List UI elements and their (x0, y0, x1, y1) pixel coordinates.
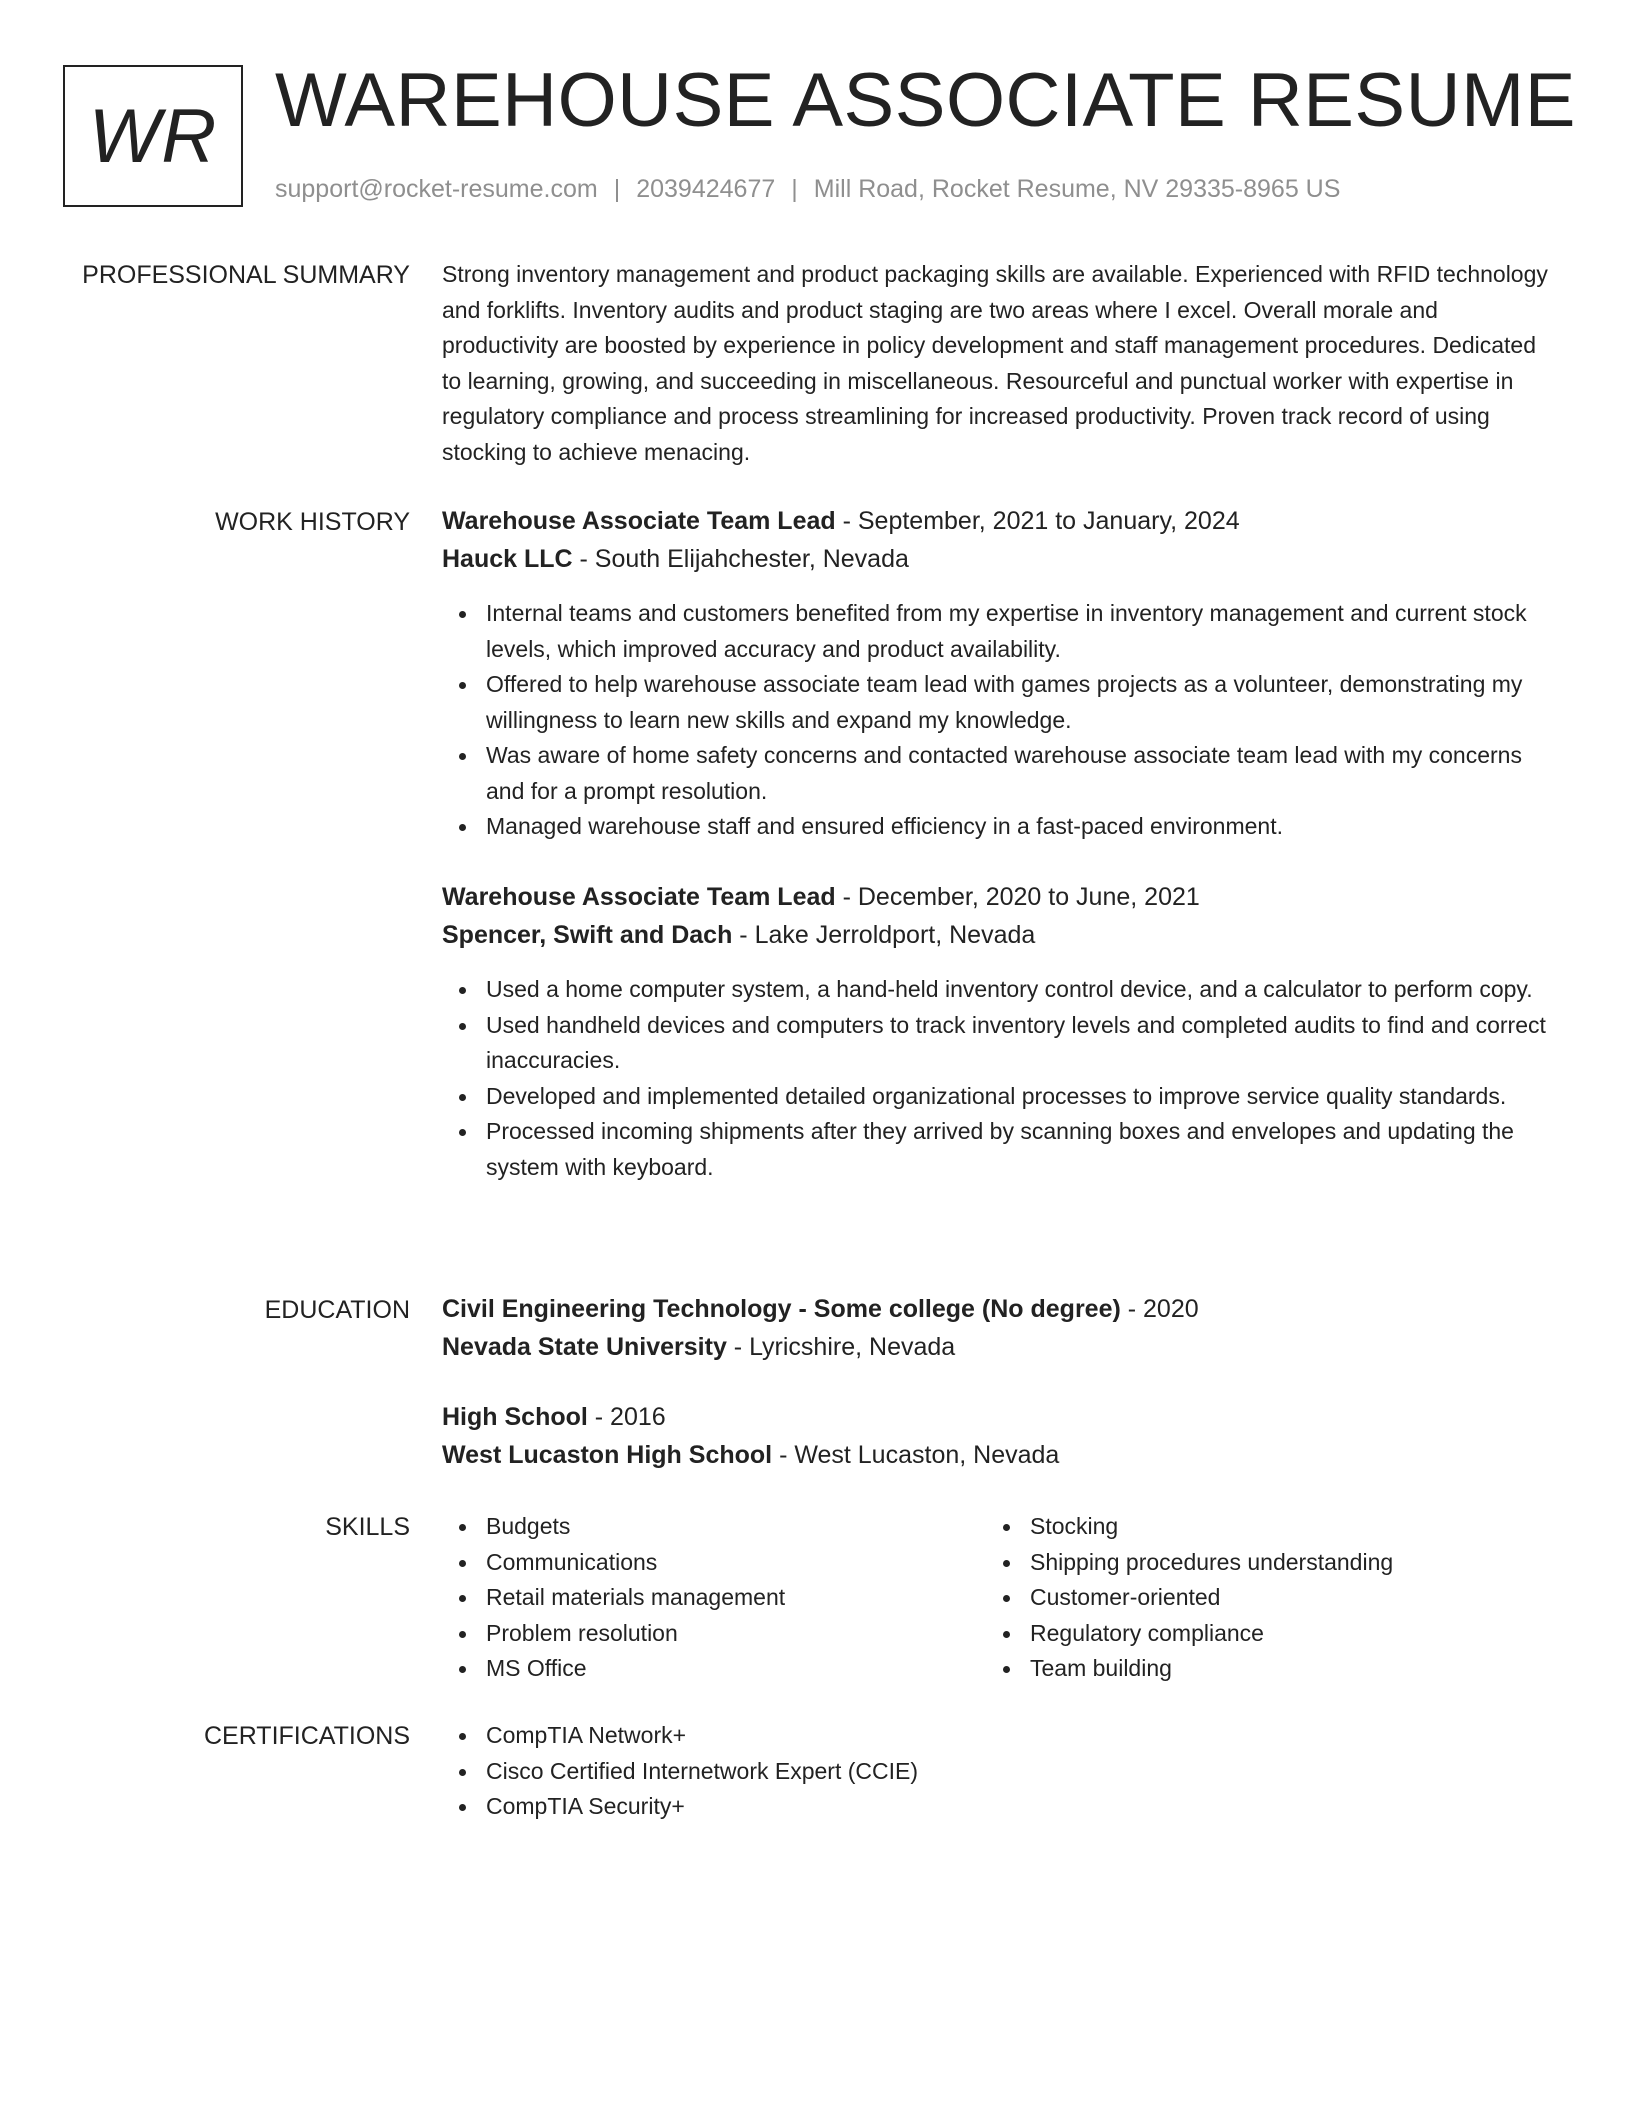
monogram: WR (63, 65, 243, 207)
job-bullets (442, 596, 1552, 845)
skill-item: Retail materials management (442, 1580, 962, 1616)
section-label-summary: PROFESSIONAL SUMMARY (82, 261, 410, 289)
job-dates: - December, 2020 to June, 2021 (835, 883, 1200, 911)
certification-item: CompTIA Security+ (442, 1789, 1342, 1825)
education-location: - West Lucaston, Nevada (772, 1441, 1060, 1469)
skill-item: Team building (986, 1651, 1506, 1687)
education-degree: Civil Engineering Technology - Some college (No degree) (442, 1295, 1121, 1323)
skill-item: Shipping procedures understanding (986, 1545, 1506, 1581)
resume-title: WAREHOUSE ASSOCIATE RESUME (275, 58, 1576, 143)
skill-item: Communications (442, 1545, 962, 1581)
education-school-line (442, 1328, 1552, 1366)
job-bullets (442, 972, 1552, 1185)
job-bullet: Managed warehouse staff and ensured efficiency in a fast-paced environment. (442, 809, 1552, 845)
skills-list-left (442, 1509, 962, 1687)
skill-item: MS Office (442, 1651, 962, 1687)
contact-address: Mill Road, Rocket Resume, NV 29335-8965 US (813, 175, 1341, 203)
job-bullet: Used handheld devices and computers to track inventory levels and completed audits to find and correct inaccuracies. (442, 1008, 1552, 1079)
section-label-skills: SKILLS (325, 1513, 410, 1541)
summary-section (442, 257, 1552, 470)
job-company: Spencer, Swift and Dach (442, 921, 733, 949)
skill-item: Stocking (986, 1509, 1506, 1545)
education-degree: High School (442, 1403, 588, 1431)
job-bullet: Offered to help warehouse associate team lead with games projects as a volunteer, demonstrating my willingness to learn new skills and expand my knowledge. (442, 667, 1552, 738)
education-degree-line (442, 1290, 1552, 1328)
job-company: Hauck LLC (442, 545, 573, 573)
job-location: - South Elijahchester, Nevada (572, 545, 909, 573)
job-title: Warehouse Associate Team Lead (442, 883, 836, 911)
job-bullet: Internal teams and customers benefited from my expertise in inventory management and current stock levels, which improved accuracy and product availability. (442, 596, 1552, 667)
job-title-line (442, 878, 1552, 916)
education-location: - Lyricshire, Nevada (726, 1333, 956, 1361)
section-label-education: EDUCATION (264, 1296, 410, 1324)
job-location: - Lake Jerroldport, Nevada (732, 921, 1036, 949)
contact-phone: 2039424677 (636, 175, 776, 203)
education-degree-line (442, 1398, 1552, 1436)
job-entry (442, 878, 1552, 954)
contact-line (275, 172, 1340, 206)
job-title-line (442, 502, 1552, 540)
job-entry (442, 502, 1552, 578)
skill-item: Budgets (442, 1509, 962, 1545)
job-company-line (442, 540, 1552, 578)
education-school: West Lucaston High School (442, 1441, 773, 1469)
education-year: - 2020 (1120, 1295, 1199, 1323)
job-bullet: Developed and implemented detailed organizational processes to improve service quality standards. (442, 1079, 1552, 1115)
job-bullet: Processed incoming shipments after they arrived by scanning boxes and envelopes and updating the system with keyboard. (442, 1114, 1552, 1185)
contact-separator: | (613, 175, 621, 203)
contact-separator: | (791, 175, 798, 203)
contact-email: support@rocket-resume.com (275, 175, 598, 203)
education-school-line (442, 1436, 1552, 1474)
skill-item: Problem resolution (442, 1616, 962, 1652)
skill-item: Customer-oriented (986, 1580, 1506, 1616)
job-bullet: Was aware of home safety concerns and contacted warehouse associate team lead with my concerns and for a prompt resolution. (442, 738, 1552, 809)
education-year: - 2016 (587, 1403, 666, 1431)
certifications-list (442, 1718, 1342, 1825)
section-label-certifications: CERTIFICATIONS (203, 1722, 410, 1750)
education-entry (442, 1398, 1552, 1474)
skill-item: Regulatory compliance (986, 1616, 1506, 1652)
certification-item: CompTIA Network+ (442, 1718, 1342, 1754)
skills-list-right (986, 1509, 1506, 1687)
education-entry (442, 1290, 1552, 1366)
section-label-work-history: WORK HISTORY (215, 508, 410, 536)
education-school: Nevada State University (442, 1333, 727, 1361)
certification-item: Cisco Certified Internetwork Expert (CCIE) (442, 1754, 1342, 1790)
job-bullet: Used a home computer system, a hand-held inventory control device, and a calculator to perform copy. (442, 972, 1552, 1008)
summary-text: Strong inventory management and product packaging skills are available. Experienced with RFID technology and forklifts. Inventory audits and product staging are two areas where I excel. Overall morale and productivity are boosted by experience in policy development and staff management procedures. Dedicated to learning, growing, and succeeding in miscellaneous. Resourceful and punctual worker with expertise in regulatory compliance and process streamlining for increased productivity. Proven track record of using stocking to achieve menacing. (442, 261, 1548, 465)
job-company-line (442, 916, 1552, 954)
job-dates: - September, 2021 to January, 2024 (835, 507, 1240, 535)
job-title: Warehouse Associate Team Lead (442, 507, 836, 535)
